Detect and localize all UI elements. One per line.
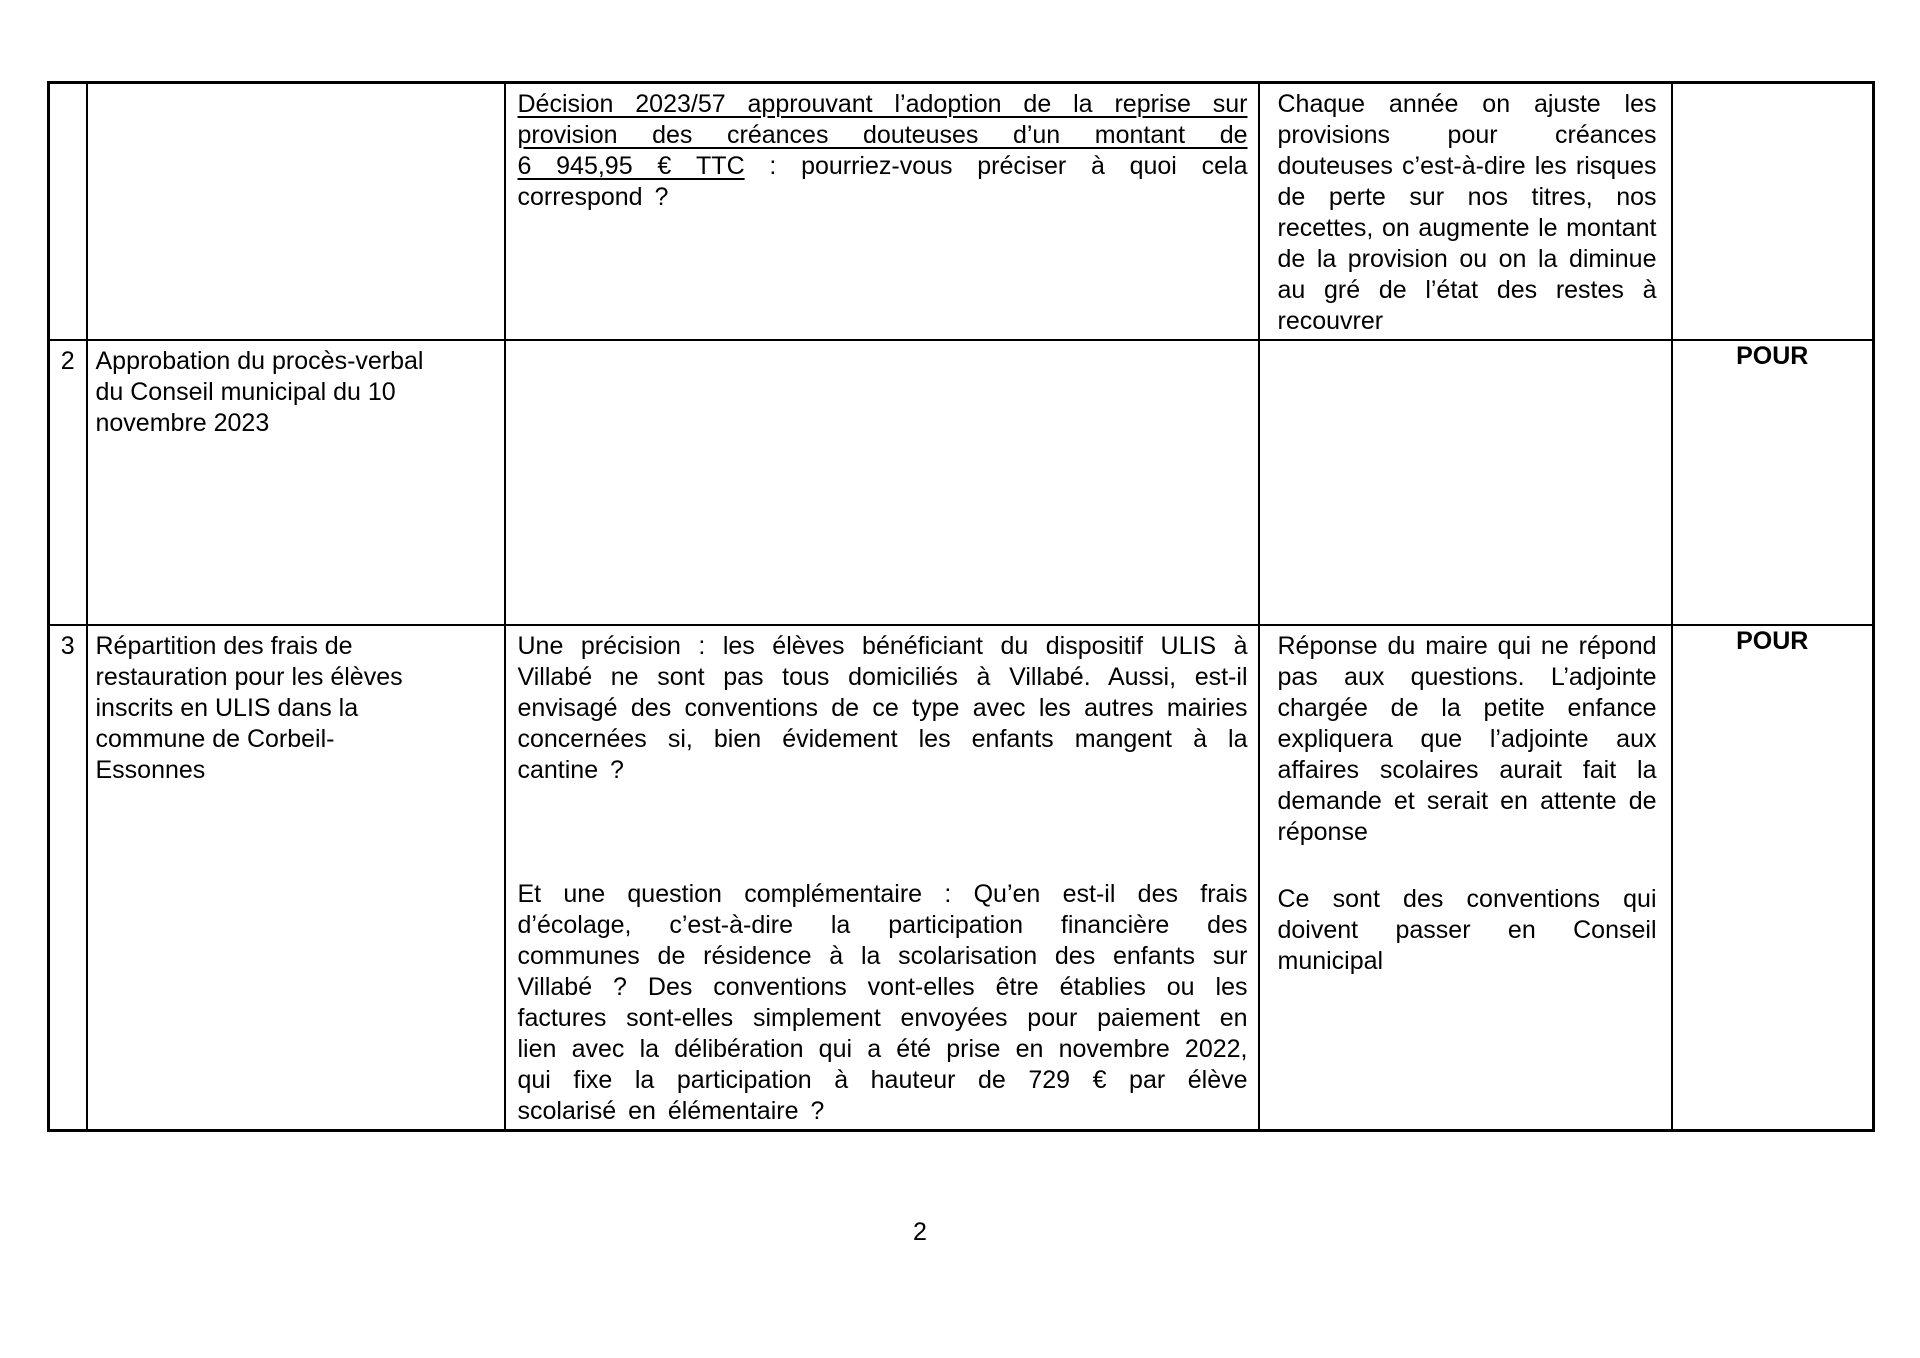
agenda-table (47, 81, 1875, 1132)
topic-cell: Répartition des frais de restauration pour les élèves inscrits en ULIS dans la commune de Corbeil-Essonnes (87, 625, 505, 1131)
question-paragraph (518, 89, 1248, 213)
response-cell (1259, 625, 1672, 1131)
question-cell (505, 340, 1259, 625)
response-paragraph: Chaque année on ajuste les provisions pour créances douteuses c’est-à-dire les risques de perte sur nos titres, nos recettes, on augmente le montant de la provision ou on la diminue au gré de l’état des restes à recouvrer (1277, 90, 1657, 335)
vote-cell (1672, 625, 1874, 1131)
topic-cell: Approbation du procès-verbal du Conseil municipal du 10 novembre 2023 (87, 340, 505, 625)
question-text: : pourriez-vous préciser à quoi cela correspond ? (517, 152, 1248, 211)
table-row-continued (49, 83, 1874, 341)
response-cell (1259, 83, 1672, 341)
question-underlined-text: Décision 2023/57 approuvant l’adoption de la reprise sur provision des créances douteuses d’un montant de 6 945,95 € TTC (517, 90, 1248, 180)
response-paragraph: Réponse du maire qui ne répond pas aux questions. L’adjointe chargée de la petite enfance expliquera que l’adjointe aux affaires scolaires aurait fait la demande et serait en attente de réponse (1277, 632, 1657, 846)
row-number-cell (49, 83, 87, 341)
page-number: 2 (913, 1218, 927, 1246)
topic-cell (87, 83, 505, 341)
vote-label: POUR (1736, 627, 1809, 655)
table-row-2 (49, 340, 1874, 625)
vote-cell (1672, 83, 1874, 341)
response-cell (1259, 340, 1672, 625)
vote-label: POUR (1736, 342, 1809, 370)
question-paragraph: Une précision : les élèves bénéficiant du dispositif ULIS à Villabé ne sont pas tous domiciliés à Villabé. Aussi, est-il envisagé des conventions de ce type avec les autres mairies concernées si, bien évidement les enfants mangent à la cantine ? (517, 632, 1248, 784)
table-row-3 (49, 625, 1874, 1131)
vote-cell (1672, 340, 1874, 625)
question-cell (505, 625, 1259, 1131)
question-cell (505, 83, 1259, 341)
response-paragraph: Ce sont des conventions qui doivent passer en Conseil municipal (1277, 885, 1657, 975)
row-number-cell: 2 (49, 340, 87, 625)
question-paragraph: Et une question complémentaire : Qu’en est-il des frais d’écolage, c’est-à-dire la participation financière des communes de résidence à la scolarisation des enfants sur Villabé ? Des conventions vont-elles être établies ou les factures sont-elles simplement envoyées pour paiement en lien avec la délibération qui a été prise en novembre 2022, qui fixe la participation à hauteur de 729 € par élève scolarisé en élémentaire ? (517, 880, 1248, 1125)
row-number-cell: 3 (49, 625, 87, 1131)
